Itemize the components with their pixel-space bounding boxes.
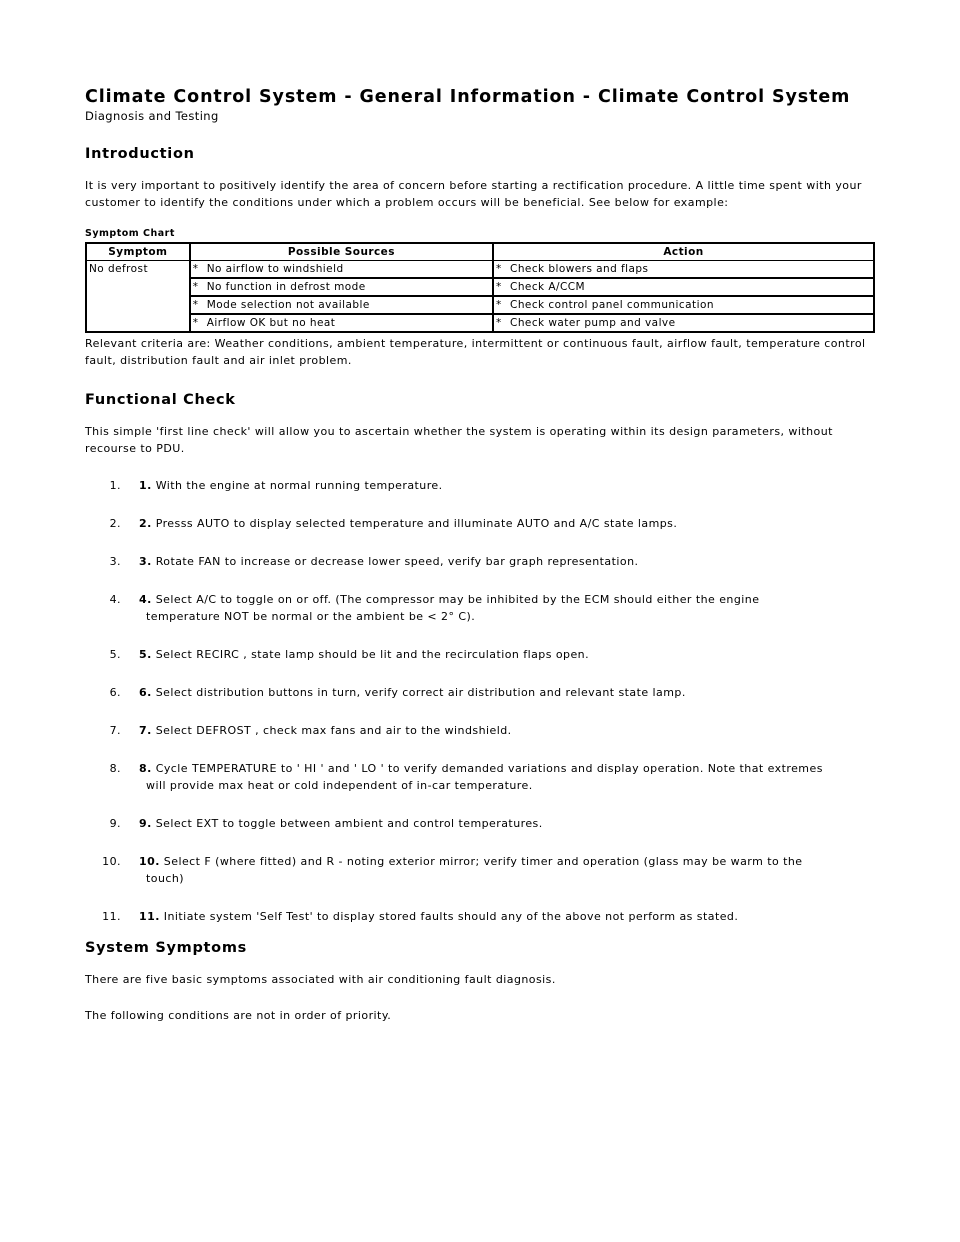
- system-symptoms-text: There are five basic symptoms associated with air conditioning fault diagnosis.: [85, 973, 556, 986]
- functional-check-heading: Functional Check: [85, 392, 236, 408]
- list-item: 1. 1. With the engine at normal running temperature.: [109, 479, 443, 492]
- table-row: [87, 279, 873, 297]
- list-item: 11. 11. Initiate system 'Self Test' to display stored faults should any of the above not perform as stated.: [102, 910, 739, 923]
- system-symptoms-heading: System Symptoms: [85, 940, 247, 956]
- list-item: 7. 7. Select DEFROST , check max fans and air to the windshield.: [109, 724, 512, 737]
- introduction-text: It is very important to positively identify the area of concern before starting a rectification procedure. A little time spent with your customer to identify the conditions under which a problem occurs will be beneficial. See below for example:: [85, 179, 862, 209]
- page-title: Climate Control System - General Information - Climate Control System: [85, 87, 851, 107]
- list-item: 6. 6. Select distribution buttons in turn, verify correct air distribution and relevant state lamp.: [109, 686, 686, 699]
- relevant-criteria-text: Relevant criteria are: Weather conditions, ambient temperature, intermittent or continuous fault, airflow fault, temperature control fault, distribution fault and air inlet problem.: [85, 337, 866, 367]
- source-cell: * Mode selection not available: [189, 297, 492, 315]
- introduction-heading: Introduction: [85, 146, 195, 162]
- action-cell: * Check A/CCM: [492, 279, 873, 297]
- list-item: 9. 9. Select EXT to toggle between ambient and control temperatures.: [109, 817, 543, 830]
- list-item: 5. 5. Select RECIRC , state lamp should be lit and the recirculation flaps open.: [109, 648, 590, 661]
- table-row: [87, 261, 873, 279]
- symptom-cell: No defrost: [87, 261, 189, 333]
- functional-check-text: This simple 'first line check' will allow you to ascertain whether the system is operating within its design parameters, without recourse to PDU.: [85, 425, 833, 455]
- list-item: 8. 8. Cycle TEMPERATURE to ' HI ' and ' LO ' to verify demanded variations and display operation. Note that extremes will provide max heat or cold independent of in-car temperature.: [109, 762, 823, 792]
- source-cell: * Airflow OK but no heat: [189, 315, 492, 333]
- list-item: 4. 4. Select A/C to toggle on or off. (The compressor may be inhibited by the ECM should either the engine temperature NOT be normal or the ambient be < 2° C).: [109, 593, 760, 623]
- page-subtitle: Diagnosis and Testing: [85, 109, 219, 123]
- source-cell: * No airflow to windshield: [189, 261, 492, 279]
- table-row: [87, 315, 873, 333]
- table-header-row: [87, 242, 873, 261]
- functional-check-steps: [85, 477, 880, 925]
- action-cell: * Check control panel communication: [492, 297, 873, 315]
- action-cell: * Check water pump and valve: [492, 315, 873, 333]
- column-header-action: Action: [492, 242, 873, 261]
- list-item: 2. 2. Presss AUTO to display selected temperature and illuminate AUTO and A/C state lamps.: [109, 517, 678, 530]
- symptom-chart-table: [85, 242, 875, 333]
- document-page: [85, 86, 880, 1024]
- symptom-chart-title: Symptom Chart: [85, 228, 175, 239]
- column-header-possible-sources: Possible Sources: [189, 242, 492, 261]
- table-row: [87, 297, 873, 315]
- source-cell: * No function in defrost mode: [189, 279, 492, 297]
- action-cell: * Check blowers and flaps: [492, 261, 873, 279]
- column-header-symptom: Symptom: [87, 242, 189, 261]
- system-symptoms-note: The following conditions are not in order of priority.: [85, 1009, 392, 1022]
- list-item: 3. 3. Rotate FAN to increase or decrease lower speed, verify bar graph representation.: [109, 555, 639, 568]
- list-item: 10. 10. Select F (where fitted) and R - noting exterior mirror; verify timer and operation (glass may be warm to the touch): [102, 855, 803, 885]
